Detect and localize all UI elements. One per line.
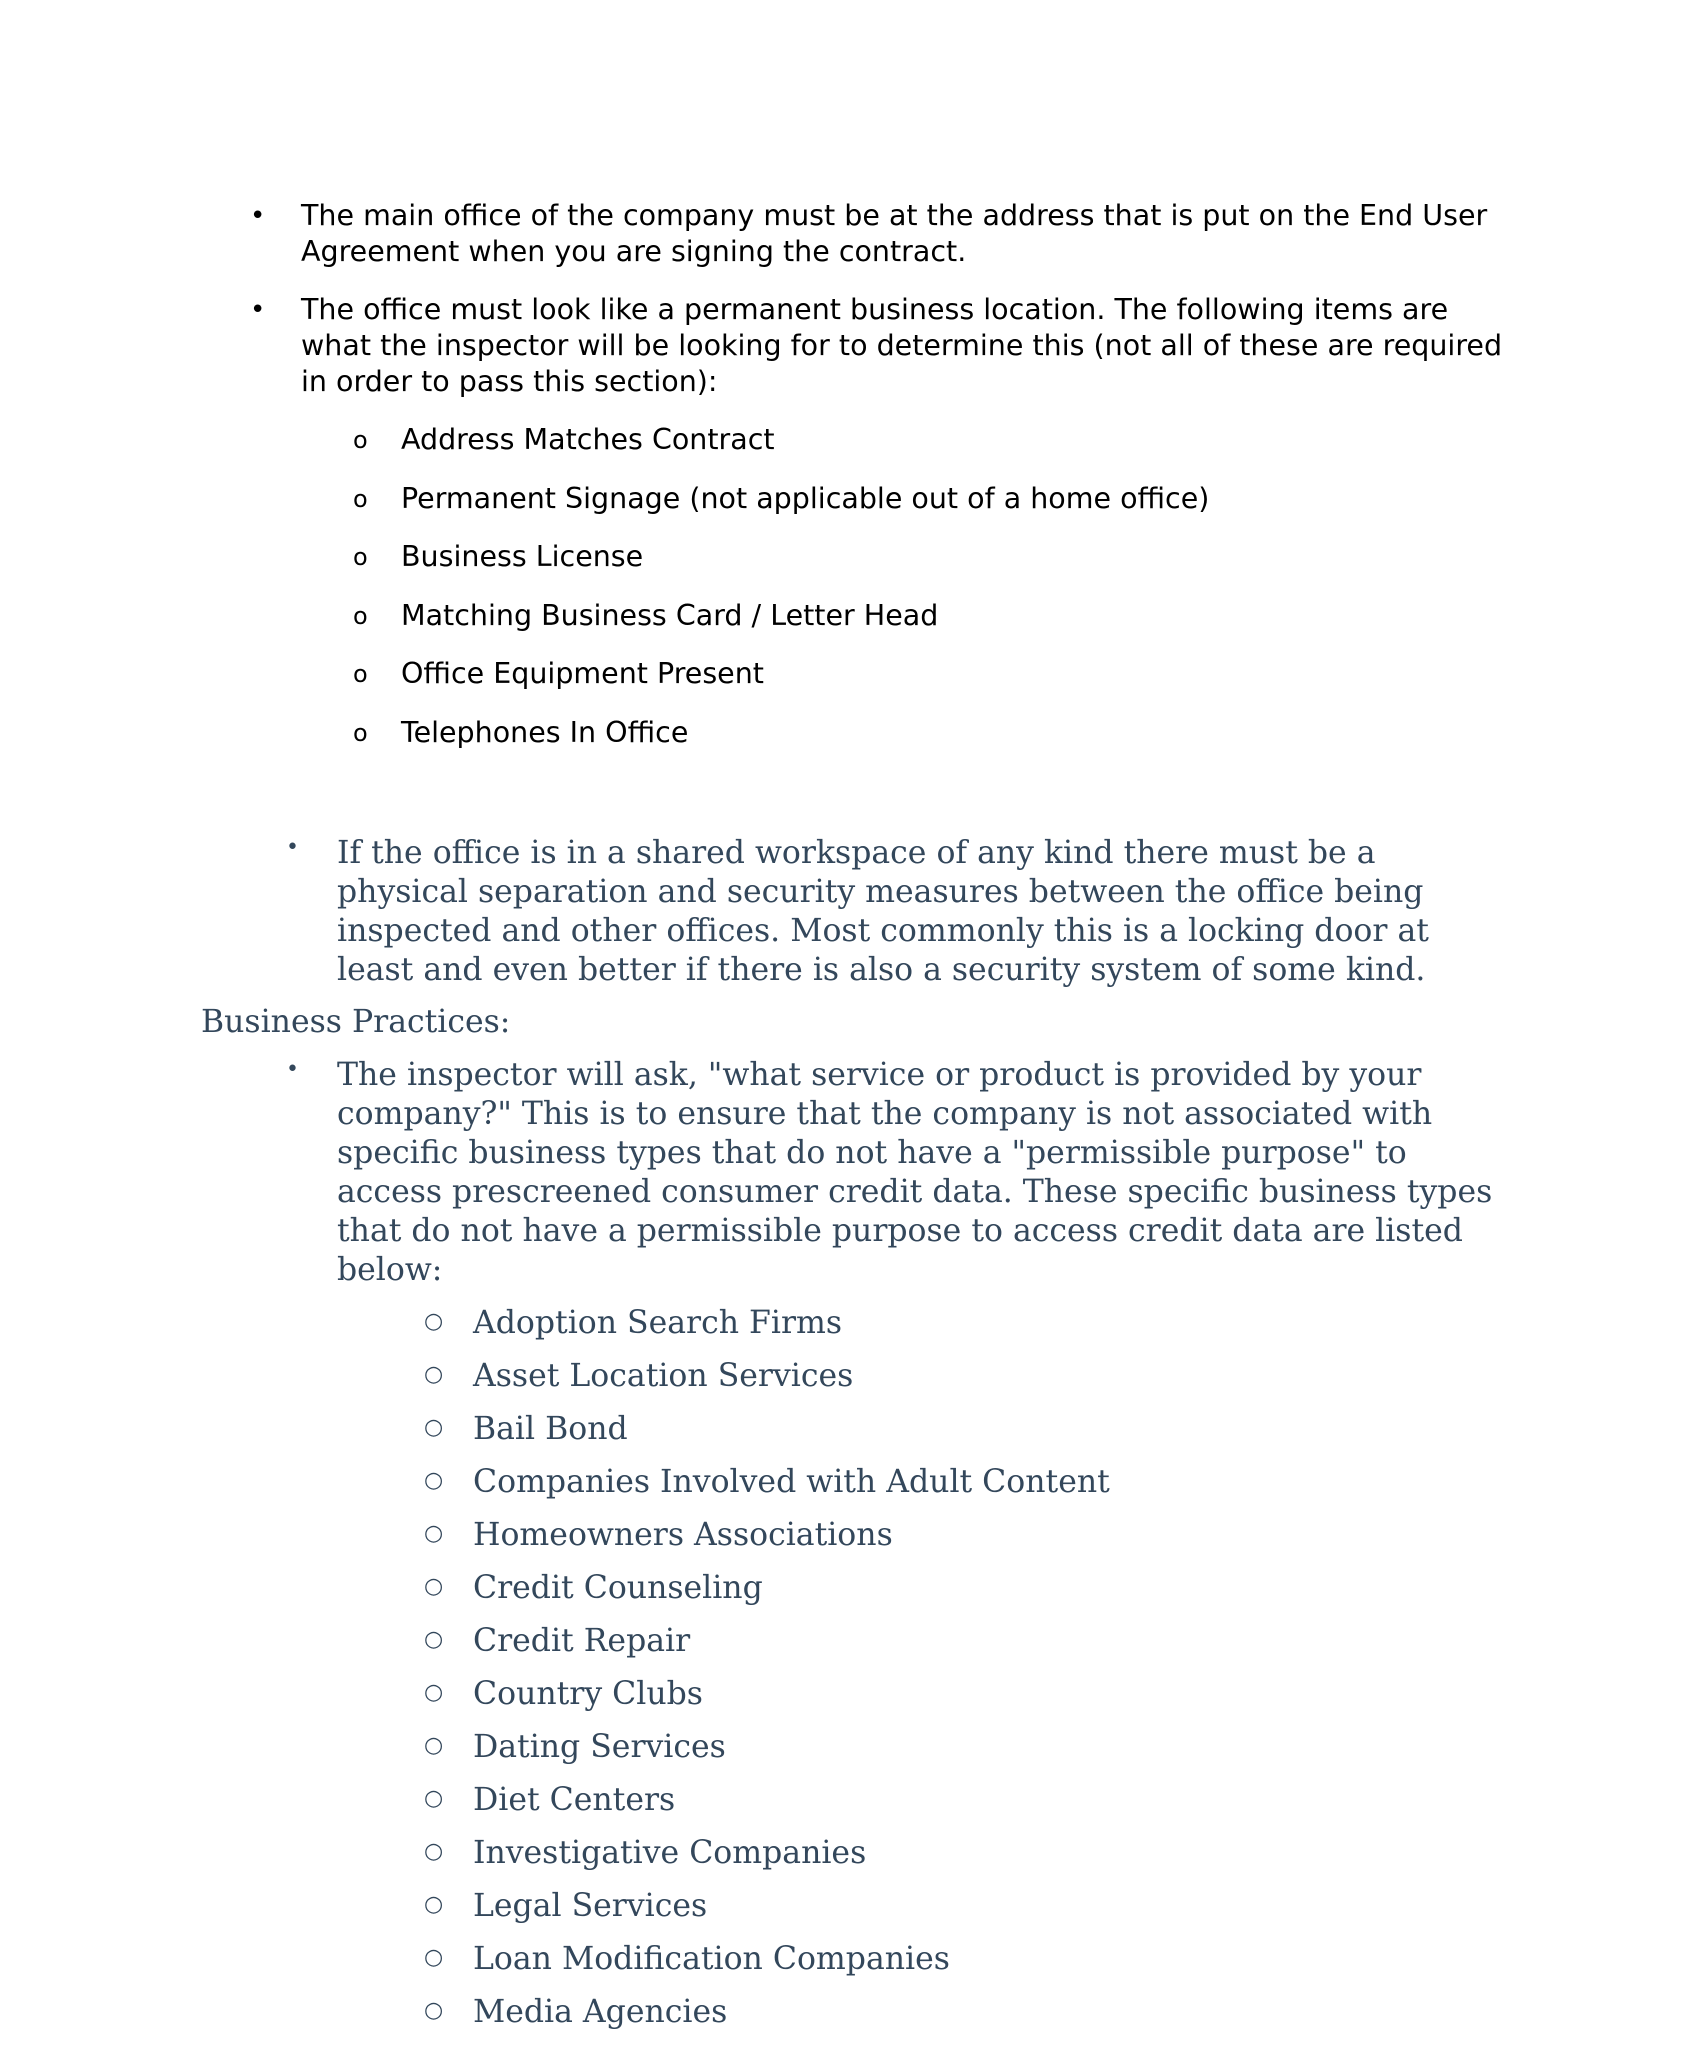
- list-item-text: The main office of the company must be at the address that is put on the End User Agreement when you are signing the contract.: [301, 199, 1488, 268]
- list-item: [337, 1569, 1700, 1608]
- circle-marker: ○: [424, 1309, 444, 1334]
- list-item: [0, 292, 1521, 751]
- circle-marker: ○: [424, 1945, 444, 1970]
- list-item: [337, 1304, 1700, 1343]
- list-item: [337, 1887, 1700, 1926]
- list-item-text: Dating Services: [473, 1729, 726, 1765]
- list-item-text: Adoption Search Firms: [473, 1305, 843, 1341]
- checklist-item-text: Permanent Signage (not applicable out of a home office): [401, 481, 1210, 515]
- section-heading: Business Practices:: [201, 1004, 511, 1040]
- list-item: [337, 1622, 1700, 1661]
- list-item-text: Legal Services: [473, 1888, 708, 1924]
- list-item: [337, 1834, 1700, 1873]
- list-item-text: Media Agencies: [473, 1994, 728, 2030]
- list-item: [337, 1463, 1700, 1502]
- list-item: [337, 1728, 1700, 1767]
- list-item: [337, 1410, 1700, 1449]
- list-item-text: The office must look like a permanent business location. The following items are what the inspector will be looking for to determine this (not all of these are required in order to pass this section):: [301, 293, 1503, 398]
- ring-marker: o: [353, 601, 368, 630]
- circle-marker: ○: [424, 1892, 444, 1917]
- ring-marker: o: [353, 484, 368, 513]
- list-item: [337, 1516, 1700, 1555]
- circle-marker: ○: [424, 1468, 444, 1493]
- list-item-text: Diet Centers: [473, 1782, 676, 1818]
- list-item-text: Country Clubs: [473, 1676, 703, 1712]
- bullet-marker: •: [250, 295, 266, 325]
- list-item: [337, 1357, 1700, 1396]
- bullet-marker: •: [286, 835, 299, 860]
- list-item-text: Credit Repair: [473, 1623, 691, 1659]
- prohibited-business-types-list: [0, 1304, 1700, 2032]
- business-practices-intro: The inspector will ask, "what service or product is provided by your company?" This is to ensure that the company is not associated with specific business types that do not have a "permissible purpose" to access prescreened consumer credit data. These specific business types that do not have a permissible purpose to access credit data are listed below:: [337, 1057, 1493, 1288]
- circle-marker: ○: [424, 1627, 444, 1652]
- list-item: [337, 1993, 1700, 2032]
- circle-marker: ○: [424, 1839, 444, 1864]
- list-item-text: Asset Location Services: [473, 1358, 854, 1394]
- list-item: [337, 1781, 1700, 1820]
- ring-marker: o: [353, 543, 368, 571]
- list-item: [0, 198, 1521, 270]
- checklist-item-text: Matching Business Card / Letter Head: [401, 598, 939, 632]
- shared-workspace-text: If the office is in a shared workspace of any kind there must be a physical separation and security measures between the office being inspected and other offices. Most commonly this is a locking door at least and even better if there is also a security system of some kind.: [337, 835, 1429, 988]
- checklist-item-text: Business License: [401, 540, 644, 573]
- circle-marker: ○: [424, 1415, 444, 1440]
- checklist-item: [301, 598, 1621, 634]
- ring-marker: o: [353, 718, 368, 747]
- checklist-item: [301, 715, 1621, 751]
- bullet-marker: •: [250, 201, 266, 231]
- circle-marker: ○: [424, 1680, 444, 1705]
- circle-marker: ○: [424, 1733, 444, 1758]
- list-item: [337, 1675, 1700, 1714]
- checklist-item-text: Address Matches Contract: [401, 423, 775, 456]
- circle-marker: ○: [424, 1362, 444, 1387]
- circle-marker: ○: [424, 1574, 444, 1599]
- circle-marker: ○: [424, 1786, 444, 1811]
- list-item-text: Loan Modification Companies: [473, 1941, 950, 1977]
- office-requirements-list: [0, 198, 1700, 773]
- list-item-text: Credit Counseling: [473, 1570, 763, 1606]
- checklist-item: [301, 656, 1621, 692]
- ring-marker: o: [353, 660, 368, 688]
- business-practices-item: [0, 1056, 1507, 1290]
- bullet-marker: •: [286, 1057, 299, 1082]
- list-item-text: Companies Involved with Adult Content: [473, 1464, 1110, 1500]
- checklist-item-text: Office Equipment Present: [401, 657, 764, 690]
- serif-section: [0, 834, 1700, 2046]
- list-item-text: Homeowners Associations: [473, 1517, 893, 1553]
- list-item: [337, 1940, 1700, 1979]
- checklist-item: [301, 481, 1621, 517]
- checklist-item: [301, 422, 1621, 458]
- list-item-text: Investigative Companies: [473, 1835, 867, 1871]
- checklist-item: [301, 539, 1621, 575]
- ring-marker: o: [353, 426, 368, 454]
- checklist-item-text: Telephones In Office: [401, 715, 689, 749]
- list-item-text: Bail Bond: [473, 1411, 628, 1447]
- circle-marker: ○: [424, 1998, 444, 2023]
- shared-workspace-item: [0, 834, 1507, 990]
- office-checklist: [301, 422, 1521, 751]
- circle-marker: ○: [424, 1521, 444, 1546]
